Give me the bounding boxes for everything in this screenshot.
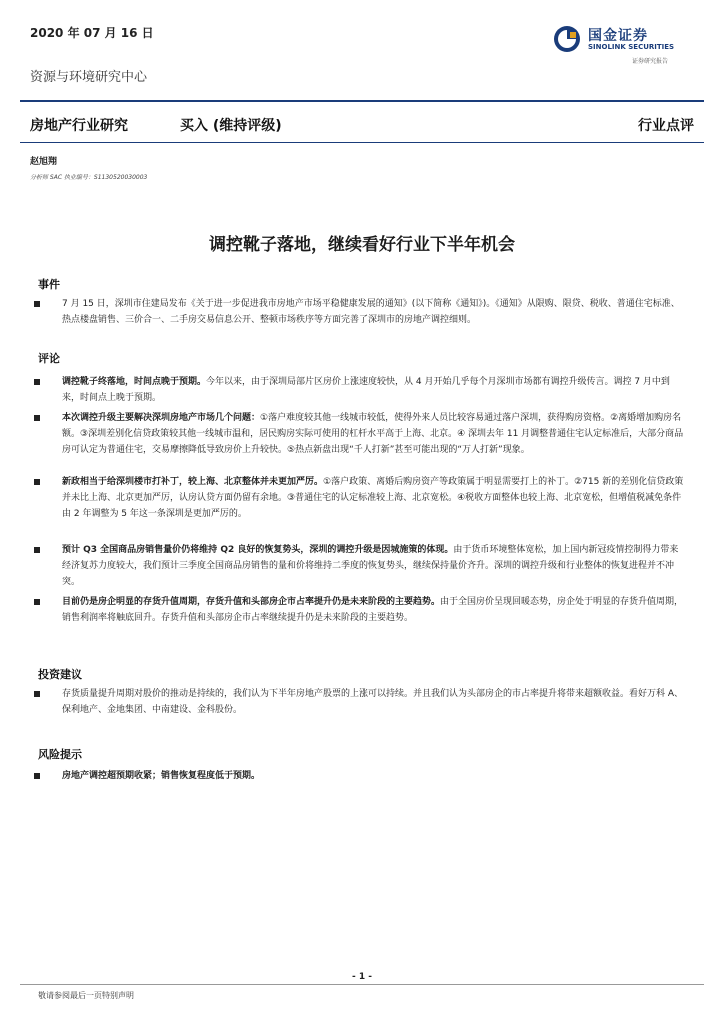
list-item — [34, 410, 684, 474]
list-item — [34, 474, 684, 538]
paragraph-lead: 调控靴子终落地，时间点晚于预期。 — [62, 377, 207, 387]
research-center: 资源与环境研究中心 — [30, 70, 148, 85]
sector-label: 房地产行业研究 — [30, 118, 128, 134]
paragraph-text: 7 月 15 日，深圳市住建局发布《关于进一步促进我市房地产市场平稳健康发展的通知》(以下简称《通知》)。《通知》从限购、限贷、税收、普通住宅标准、热点楼盘销售、三价合一、二手房交易信息公开、整顿市场秩序等方面完善了深圳市的房地产调控细则。 — [62, 299, 680, 325]
paragraph-lead: 房地产调控超预期收紧；销售恢复程度低于预期。 — [62, 771, 261, 781]
report-title: 调控靴子落地，继续看好行业下半年机会 — [209, 235, 515, 255]
report-date: 2020 年 07 月 16 日 — [30, 26, 154, 40]
bullet-icon — [34, 599, 40, 605]
bullet-icon — [34, 773, 40, 779]
logo-en: SINOLINK SECURITIES — [588, 43, 675, 51]
section-comment: 评论 — [38, 352, 60, 365]
paragraph-text: ①落户政策、离婚后购房资产等政策属于明显需要打上的补丁。②715 新的差别化信贷政策并未比上海、北京更加严厉，认房认贷方面仍留有余地。③普通住宅的认定标准较上海、北京宽松。④税收方面整体也较上海、北京宽松，但增值税减免条件由 2 年调整为 5 年这一条深圳是更加严厉的。 — [62, 477, 684, 519]
bullet-icon — [34, 379, 40, 385]
analyst-name: 赵旭翔 — [30, 157, 58, 167]
list-item — [34, 374, 684, 406]
analyst-sac: 分析师 SAC 执业编号：S1130520030003 — [30, 174, 148, 181]
logo-icon — [552, 24, 582, 54]
paragraph-text: 由于货币环境整体宽松，加上国内新冠疫情控制得力带来经济复苏力度较大，我们预计三季度全国商品房销售的量和价将维持二季度的恢复势头，继续保持量价齐升。深圳的调控升级和行业整体的恢复进程并不冲突。 — [62, 545, 679, 587]
header-divider — [20, 100, 704, 102]
logo-sub: 证券研究报告 — [632, 58, 669, 65]
page-number: - 1 - — [352, 972, 372, 982]
section-risk: 风险提示 — [38, 748, 82, 761]
header-divider-2 — [20, 142, 704, 143]
list-item — [34, 296, 684, 344]
bullet-icon — [34, 301, 40, 307]
paragraph-lead: 预计 Q3 全国商品房销售量价仍将维持 Q2 良好的恢复势头，深圳的调控升级是因城施策的体现。 — [62, 545, 454, 555]
bullet-icon — [34, 415, 40, 421]
bullet-icon — [34, 691, 40, 697]
paragraph-lead: 本次调控升级主要解决深圳房地产市场几个问题： — [62, 413, 261, 423]
paragraph-text: 今年以来，由于深圳局部片区房价上涨速度较快，从 4 月开始几乎每个月深圳市场都有调控升级传言。调控 7 月中到来，时间点上晚于预期。 — [62, 377, 670, 403]
report-kind: 行业点评 — [638, 118, 694, 134]
company-logo — [552, 22, 692, 68]
footer-divider — [20, 984, 704, 985]
rating-label: 买入 (维持评级) — [180, 118, 282, 134]
bullet-icon — [34, 547, 40, 553]
paragraph-lead: 新政相当于给深圳楼市打补丁，较上海、北京整体并未更加严厉。 — [62, 477, 324, 487]
logo-cn: 国金证券 — [588, 28, 648, 44]
paragraph-text: 存货质量提升周期对股价的推动是持续的，我们认为下半年房地产股票的上涨可以持续。并且我们认为头部房企的市占率提升将带来超额收益。看好万科 A、保利地产、金地集团、中南建设、金科股份。 — [62, 689, 684, 715]
list-item — [34, 542, 684, 590]
footer-disclaimer: 敬请参阅最后一页特别声明 — [38, 991, 134, 1000]
section-event: 事件 — [38, 278, 60, 291]
bullet-icon — [34, 479, 40, 485]
paragraph-lead: 目前仍是房企明显的存货升值周期，存货升值和头部房企市占率提升仍是未来阶段的主要趋势。 — [62, 597, 441, 607]
paragraph-text: ①落户难度较其他一线城市较低，使得外来人员比较容易通过落户深圳，获得购房资格。②离婚增加购房名额。③深圳差别化信贷政策较其他一线城市温和，居民购房实际可使用的杠杆水平高于上海、北京。④ 深圳去年 11 月调整普通住宅认定标准后，大部分商品房可认定为普通住宅，交易摩擦降低导致房价上升较快。⑤热点新盘出现“千人打新”甚至可能出现的“万人打新”现象。 — [62, 413, 684, 455]
list-item — [34, 594, 684, 642]
list-item — [34, 768, 684, 784]
list-item — [34, 686, 684, 718]
section-advice: 投资建议 — [38, 668, 82, 681]
paragraph-text: 由于全国房价呈现回暖态势，房企处于明显的存货升值周期，销售利润率将触底回升。存货升值和头部房企市占率继续提升仍是未来阶段的主要趋势。 — [62, 597, 684, 623]
